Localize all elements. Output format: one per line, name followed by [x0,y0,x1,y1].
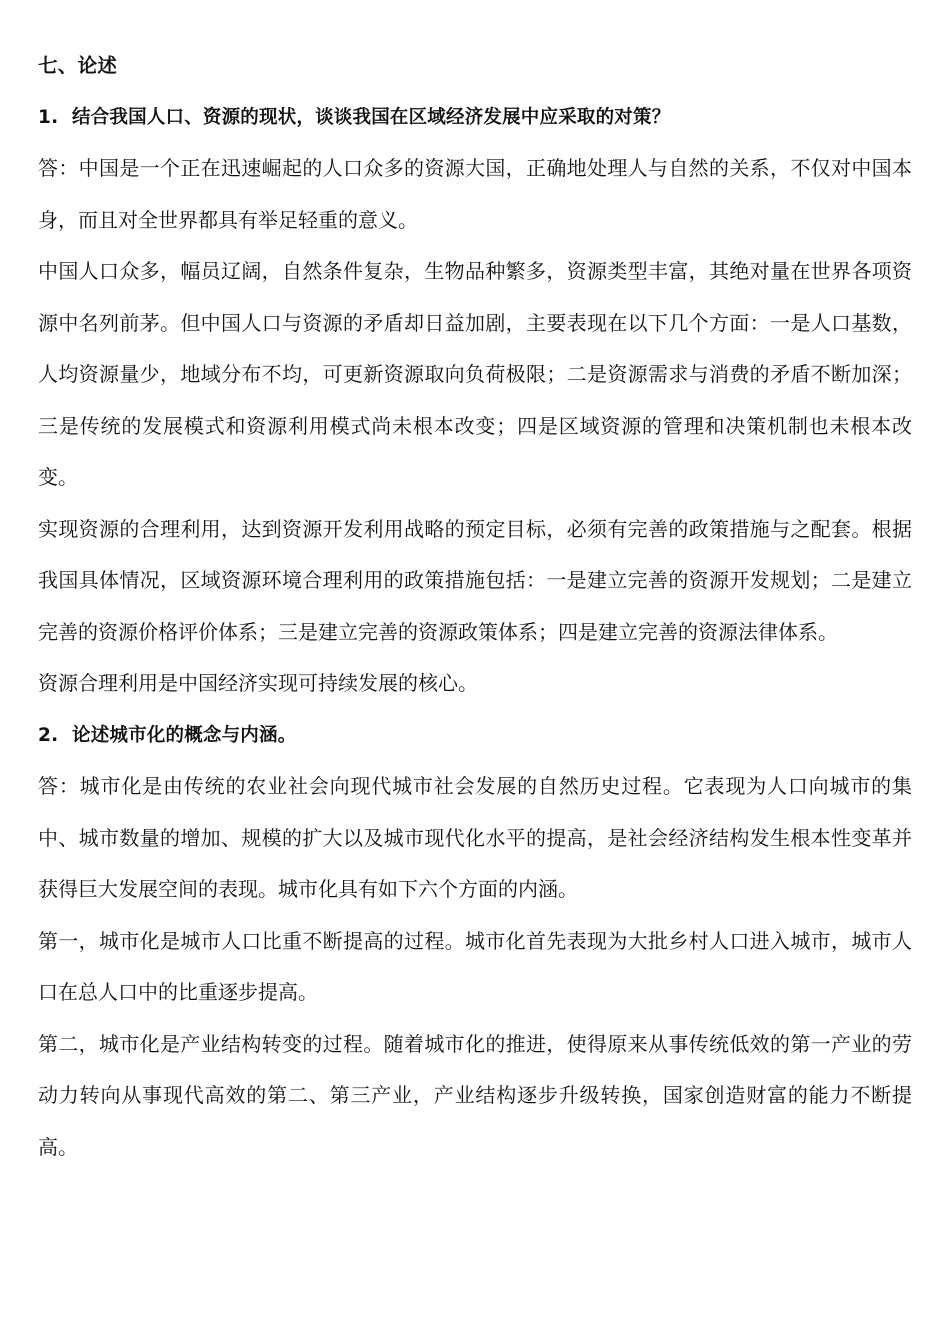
question-number: 2. [38,724,59,746]
section-title: 七、论述 [38,54,118,77]
question-block-2 [38,710,912,1174]
answer-paragraph: 答：中国是一个正在迅速崛起的人口众多的资源大国，正确地处理人与自然的关系，不仅对中国本身，而且对全世界都具有举足轻重的意义。 [38,156,912,232]
answer-paragraph: 第二，城市化是产业结构转变的过程。随着城市化的推进，使得原来从事传统低效的第一产业的劳动力转向从事现代高效的第二、第三产业，产业结构逐步升级转换，国家创造财富的能力不断提高。 [38,1031,912,1159]
question-title: 论述城市化的概念与内涵。 [72,724,297,746]
question-block-1 [38,92,912,710]
answer-paragraph: 第一，城市化是城市人口比重不断提高的过程。城市化首先表现为大批乡村人口进入城市，城市人口在总人口中的比重逐步提高。 [38,928,912,1004]
document-page [38,40,912,1173]
question-number: 1. [38,106,59,128]
question-heading [38,710,912,762]
answer-paragraph: 中国人口众多，幅员辽阔，自然条件复杂，生物品种繁多，资源类型丰富，其绝对量在世界各项资源中名列前茅。但中国人口与资源的矛盾却日益加剧，主要表现在以下几个方面：一是人口基数，人均资源量少，地域分布不均，可更新资源取向负荷极限；二是资源需求与消费的矛盾不断加深；三是传统的发展模式和资源利用模式尚未根本改变；四是区域资源的管理和决策机制也未根本改变。 [38,259,912,489]
answer-paragraph: 资源合理利用是中国经济实现可持续发展的核心。 [38,671,478,695]
answer-paragraph: 实现资源的合理利用，达到资源开发利用战略的预定目标，必须有完善的政策措施与之配套。根据我国具体情况，区域资源环境合理利用的政策措施包括：一是建立完善的资源开发规划；二是建立完善的资源价格评价体系；三是建立完善的资源政策体系；四是建立完善的资源法律体系。 [38,516,912,644]
answer-paragraph: 答：城市化是由传统的农业社会向现代城市社会发展的自然历史过程。它表现为人口向城市的集中、城市数量的增加、规模的扩大以及城市现代化水平的提高，是社会经济结构发生根本性变革并获得巨大发展空间的表现。城市化具有如下六个方面的内涵。 [38,774,912,901]
question-heading [38,92,912,144]
question-title: 结合我国人口、资源的现状，谈谈我国在区域经济发展中应采取的对策？ [72,106,671,128]
